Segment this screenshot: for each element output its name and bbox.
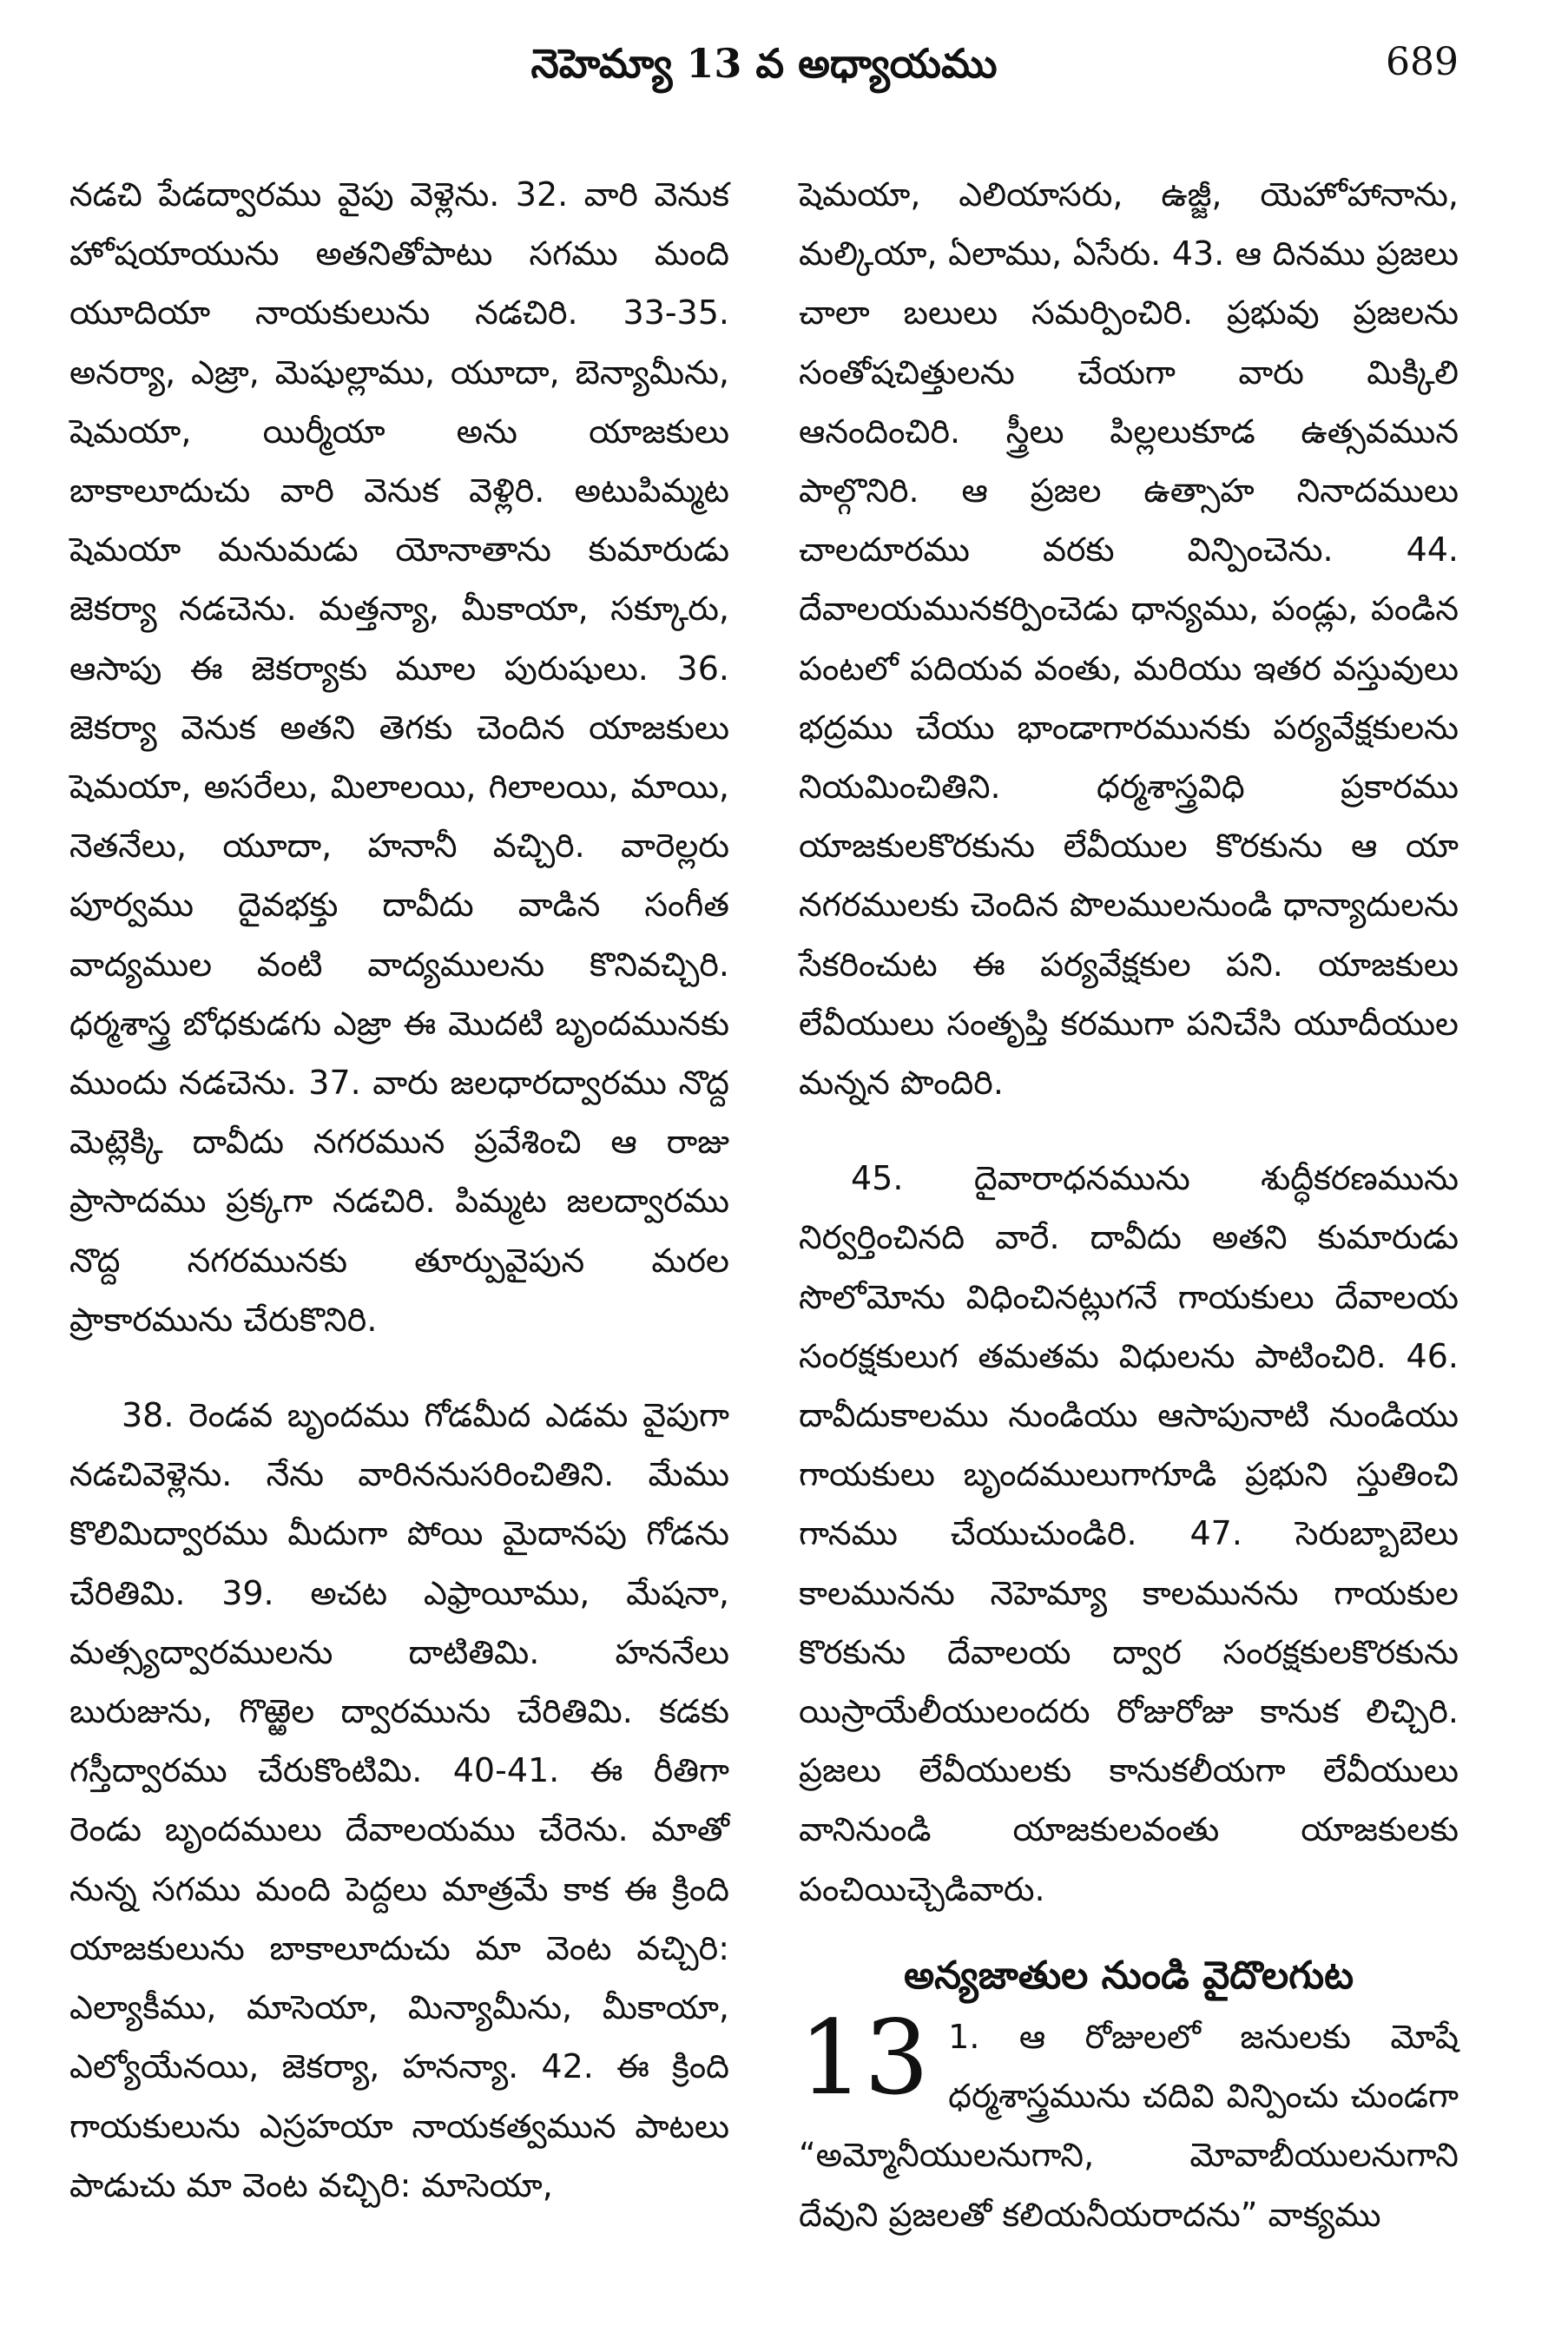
paragraph: 45. దైవారాధనమును శుద్ధీకరణమును నిర్వర్తించినది వారే. దావీదు అతని కుమారుడు సొలోమోను విధించినట్లుగనే గాయకులు దేవాలయ సంరక్షకులుగ తమతమ విధులను పాటించిరి. 46. దావీదుకాలము నుండియు ఆసాపునాటి నుండియు గాయకులు బృందములుగాగూడి ప్రభుని స్తుతించి గానము చేయుచుండిరి. 47. సెరుబ్బాబెలు కాలమునను నెహెమ్యా కాలమునను గాయకుల కొరకును దేవాలయ ద్వార సంరక్షకులకొరకును యిస్రాయేలీయులందరు రోజురోజు కానుక లిచ్చిరి. ప్రజలు లేవీయులకు కానుకలీయగా లేవీయులు వానినుండి యాజకులవంతు యాజకులకు పంచియిచ్చెడివారు. bbox=[799, 1159, 1459, 1908]
chapter-number: 13 bbox=[799, 1997, 930, 2118]
right-column bbox=[799, 165, 1459, 2244]
paragraph: 38. రెండవ బృందము గోడమీద ఎడమ వైపుగా నడచివెళ్లెను. నేను వారిననుసరించితిని. మేము కొలిమిద్వారము మీదుగా పోయి మైదానపు గోడను చేరితిమి. 39. అచట ఎఫ్రాయీము, మేషనా, మత్స్యద్వారములను దాటితిమి. హననేలు బురుజును, గొఱ్ఱెల ద్వారమును చేరితిమి. కడకు గస్తీద్వారము చేరుకొంటిమి. 40-41. ఈ రీతిగా రెండు బృందములు దేవాలయము చేరెను. మాతో నున్న సగము మంది పెద్దలు మాత్రమే కాక ఈ క్రింది యాజకులును బాకాలూదుచు మా వెంట వచ్చిరి: ఎల్యాకీము, మాసెయా, మిన్యామీను, మీకాయా, ఎల్యోయేనయి, జెకర్యా, హనన్యా. 42. ఈ క్రింది గాయకులును ఎస్రహయా నాయకత్వమున పాటలు పాడుచు మా వెంట వచ్చిరి: మాసెయా, bbox=[69, 1396, 729, 2204]
running-title: నెహెమ్యా 13 వ అధ్యాయము bbox=[530, 40, 998, 87]
paragraph: షెమయా, ఎలియాసరు, ఉజ్జీ, యెహోహానాను, మల్కియా, ఏలాము, ఏసేరు. 43. ఆ దినము ప్రజలు చాలా బలులు సమర్పించిరి. ప్రభువు ప్రజలను సంతోషచిత్తులను చేయగా వారు మిక్కిలి ఆనందించిరి. స్త్రీలు పిల్లలుకూడ ఉత్సవమున పాల్గొనిరి. ఆ ప్రజల ఉత్సాహ నినాదములు చాలదూరము వరకు విన్పించెను. 44. దేవాలయమునకర్పించెడు ధాన్యము, పండ్లు, పండిన పంటలో పదియవ వంతు, మరియు ఇతర వస్తువులు భద్రము చేయు భాండాగారమునకు పర్యవేక్షకులను నియమించితిని. ధర్మశాస్త్రవిధి ప్రకారము యాజకులకొరకును లేవీయుల కొరకును ఆ యా నగరములకు చెందిన పొలములనుండి ధాన్యాదులను సేకరించుట ఈ పర్యవేక్షకుల పని. యాజకులు లేవీయులు సంతృప్తి కరముగా పనిచేసి యూదీయుల మన్నన పొందిరి. bbox=[799, 175, 1459, 1103]
paragraph: నడచి పేడద్వారము వైపు వెళ్లెను. 32. వారి వెనుక హోషయాయును అతనితోపాటు సగము మంది యూదియా నాయకులును నడచిరి. 33-35. అనర్యా, ఎజ్రా, మెషుల్లాము, యూదా, బెన్యామీను, షెమయా, యిర్మీయా అను యాజకులు బాకాలూదుచు వారి వెనుక వెళ్లిరి. అటుపిమ్మట షెమయా మనుమడు యోనాతాను కుమారుడు జెకర్యా నడచెను. మత్తన్యా, మీకాయా, సక్కూరు, ఆసాపు ఈ జెకర్యాకు మూల పురుషులు. 36. జెకర్యా వెనుక అతని తెగకు చెందిన యాజకులు షెమయా, అసరేలు, మిలాలయి, గిలాలయి, మాయి, నెతనేలు, యూదా, హనానీ వచ్చిరి. వారెల్లరు పూర్వము దైవభక్తు దావీదు వాడిన సంగీత వాద్యముల వంటి వాద్యములను కొనివచ్చిరి. ధర్మశాస్త్ర బోధకుడగు ఎజ్రా ఈ మొదటి బృందమునకు ముందు నడచెను. 37. వారు జలధారద్వారము నొద్ద మెట్లెక్కి దావీదు నగరమున ప్రవేశించి ఆ రాజు ప్రాసాదము ప్రక్కగా నడచిరి. పిమ్మట జలద్వారము నొద్ద నగరమునకు తూర్పువైపున మరల ప్రాకారమును చేరుకొనిరి. bbox=[69, 175, 729, 1339]
left-column bbox=[69, 165, 729, 2215]
page-header bbox=[69, 40, 1459, 109]
chapter-opening bbox=[799, 1997, 1459, 2244]
page-number: 689 bbox=[1386, 40, 1459, 84]
section-heading: అన్యజాతుల నుండి వైదొలగుట bbox=[903, 1953, 1354, 1998]
chapter-text: 1. ఆ రోజులలో జనులకు మోషే ధర్మశాస్త్రమును చదివి విన్పించు చుండగా “అమ్మోనీయులనుగాని, మోవాబీయులనుగాని దేవుని ప్రజలతో కలియనీయరాదను” వాక్యము bbox=[799, 2017, 1459, 2234]
